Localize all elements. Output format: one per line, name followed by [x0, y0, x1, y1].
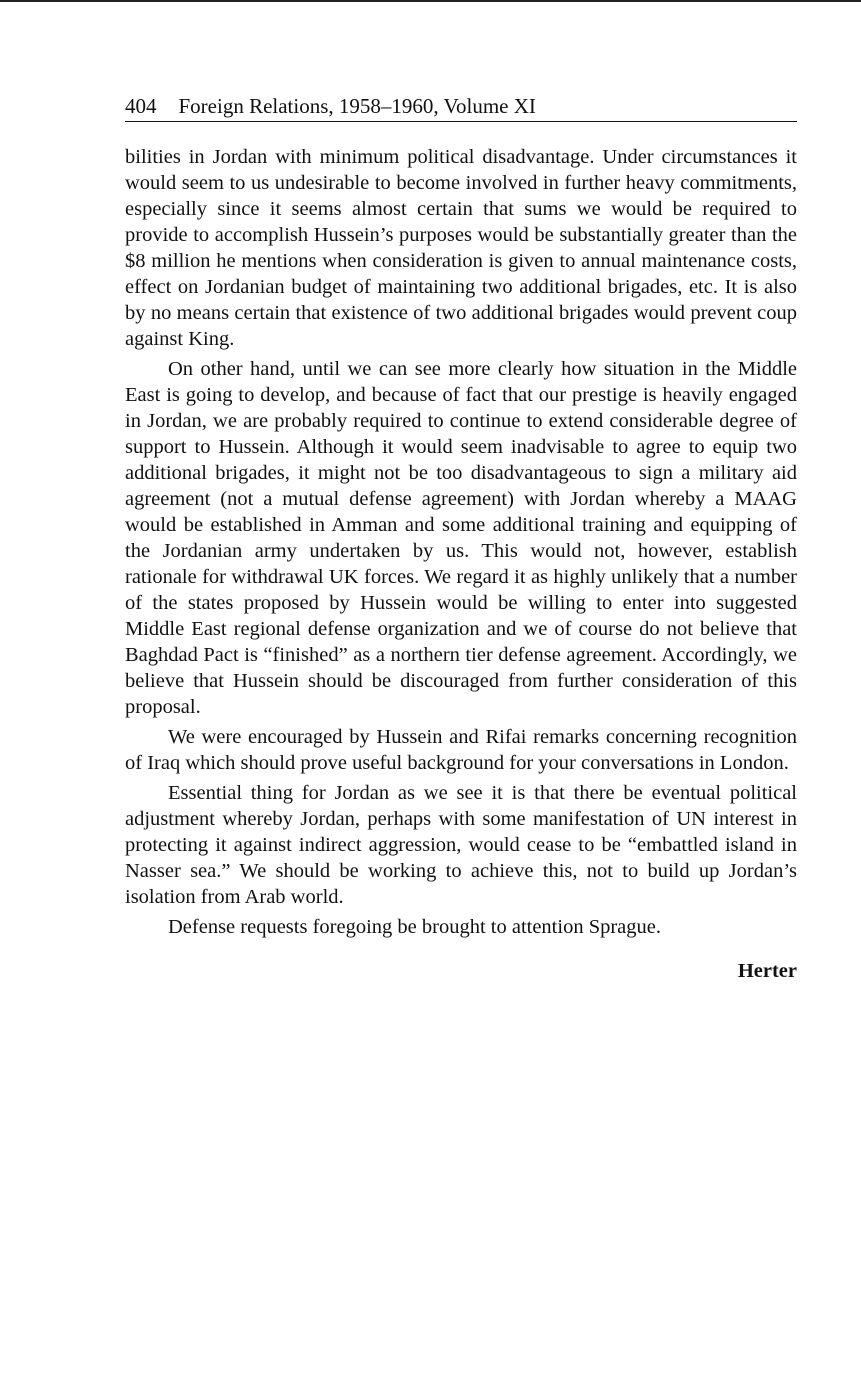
body-text: [125, 144, 797, 940]
paragraph: Defense requests foregoing be brought to attention Sprague.: [168, 916, 662, 938]
paragraph: We were encouraged by Hussein and Rifai remarks concerning recognition of Iraq which should prove useful background for your conversations in London.: [125, 726, 797, 774]
running-title: Foreign Relations, 1958–1960, Volume XI: [178, 94, 536, 118]
signature: Herter: [737, 960, 797, 982]
page-number: 404: [125, 94, 157, 118]
paragraph-continued: bilities in Jordan with minimum political disadvantage. Under circumstances it would seem to us undesirable to become involved in further heavy commitments, especially since it seems almost certain that sums we would be required to provide to accomplish Hussein’s purposes would be substantially greater than the $8 million he mentions when consideration is given to annual maintenance costs, effect on Jordanian budget of maintaining two additional brigades, etc. It is also by no means certain that existence of two additional brigades would prevent coup against King.: [125, 146, 797, 350]
document-page: [125, 92, 797, 984]
running-header: [125, 92, 797, 122]
top-border-rule: [0, 0, 861, 2]
paragraph: On other hand, until we can see more clearly how situation in the Middle East is going to develop, and because of fact that our prestige is heavily engaged in Jordan, we are probably required to continue to extend considerable degree of support to Hussein. Although it would seem inadvisable to agree to equip two additional brigades, it might not be too disadvantageous to sign a military aid agreement (not a mutual defense agreement) with Jordan whereby a MAAG would be established in Amman and some additional training and equipping of the Jordanian army undertaken by us. This would not, however, establish rationale for withdrawal UK forces. We regard it as highly unlikely that a number of the states proposed by Hussein would be willing to enter into suggested Middle East regional defense organization and we of course do not believe that Baghdad Pact is “finished” as a northern tier defense agreement. Accordingly, we believe that Hussein should be discouraged from further consideration of this proposal.: [125, 358, 797, 718]
paragraph: Essential thing for Jordan as we see it is that there be eventual political adjustment whereby Jordan, perhaps with some manifestation of UN interest in protecting it against indirect aggression, would cease to be “embattled island in Nasser sea.” We should be working to achieve this, not to build up Jordan’s isolation from Arab world.: [125, 782, 797, 908]
